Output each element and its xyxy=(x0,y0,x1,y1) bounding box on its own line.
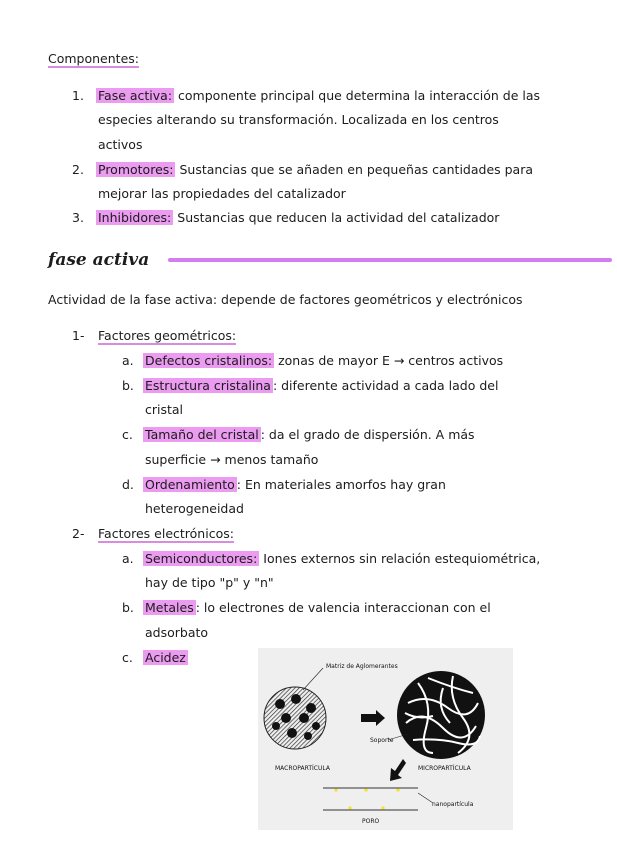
figure-label: MICROPARTÍCULA xyxy=(418,765,471,772)
term-highlight: Fase activa: xyxy=(98,88,173,103)
list-letter: b. xyxy=(122,600,134,615)
list-item xyxy=(143,429,475,442)
item-text: : lo electrones de valencia interaccionan con el xyxy=(195,600,491,615)
term-highlight: Ordenamiento xyxy=(145,477,235,492)
item-text: mejorar las propiedades del catalizador xyxy=(98,186,346,201)
list-letter: b. xyxy=(122,378,134,393)
item-text: activos xyxy=(98,137,143,152)
item-text: zonas de mayor E → centros activos xyxy=(274,353,504,368)
list-item xyxy=(96,90,540,103)
figure-label: nanopartícula xyxy=(432,801,474,808)
list-letter: d. xyxy=(122,477,134,492)
term-highlight: Inhibidores: xyxy=(98,210,172,225)
list-item xyxy=(143,553,540,566)
item-text: adsorbato xyxy=(145,625,209,640)
list-letter: a. xyxy=(122,551,134,566)
term-highlight: Tamaño del cristal xyxy=(145,427,259,442)
figure-label: Matriz de Aglomerantes xyxy=(326,663,398,670)
item-text: hay de tipo "p" y "n" xyxy=(145,575,274,590)
list-letter: c. xyxy=(122,427,133,442)
list-number: 2. xyxy=(72,162,84,177)
term-highlight: Metales xyxy=(145,600,194,615)
list-number: 3. xyxy=(72,210,84,225)
figure-label: Soporte xyxy=(370,737,394,744)
item-text: componente principal que determina la interacción de las xyxy=(174,88,541,103)
section-heading: fase activa xyxy=(48,250,150,270)
item-text: Sustancias que se añaden en pequeñas cantidades para xyxy=(175,162,534,177)
subsection-title: Factores geométricos: xyxy=(98,328,237,343)
item-text: especies alterando su transformación. Localizada en los centros xyxy=(98,112,499,127)
term-highlight: Acidez xyxy=(145,650,186,665)
term-highlight: Promotores: xyxy=(98,162,174,177)
list-letter: a. xyxy=(122,353,134,368)
list-item xyxy=(143,380,498,393)
term-highlight: Semiconductores: xyxy=(145,551,258,566)
item-text: : En materiales amorfos hay gran xyxy=(236,477,446,492)
item-text: superficie → menos tamaño xyxy=(145,452,319,467)
list-item xyxy=(96,212,499,225)
catalyst-figure xyxy=(258,648,513,830)
item-text: : da el grado de dispersión. A más xyxy=(260,427,475,442)
list-item xyxy=(143,355,503,368)
list-item xyxy=(143,602,491,615)
list-letter: c. xyxy=(122,650,133,665)
item-text: Sustancias que reducen la actividad del catalizador xyxy=(173,210,500,225)
list-number: 2- xyxy=(72,526,85,541)
list-item xyxy=(96,164,533,177)
item-text: Iones externos sin relación estequiométrica, xyxy=(259,551,541,566)
term-highlight: Estructura cristalina xyxy=(145,378,271,393)
item-text: heterogeneidad xyxy=(145,501,244,516)
componentes-title: Componentes: xyxy=(48,51,139,66)
item-text: cristal xyxy=(145,402,184,417)
subsection-title: Factores electrónicos: xyxy=(98,526,234,541)
list-item xyxy=(143,652,188,665)
heading-rule xyxy=(168,258,612,262)
figure-label: PORO xyxy=(362,818,380,825)
list-item xyxy=(143,479,446,492)
intro-text: Actividad de la fase activa: depende de factores geométricos y electrónicos xyxy=(48,292,523,307)
figure-label: MACROPARTÍCULA xyxy=(275,765,330,772)
item-text: : diferente actividad a cada lado del xyxy=(272,378,499,393)
list-number: 1. xyxy=(72,88,84,103)
list-number: 1- xyxy=(72,328,85,343)
term-highlight: Defectos cristalinos: xyxy=(145,353,273,368)
